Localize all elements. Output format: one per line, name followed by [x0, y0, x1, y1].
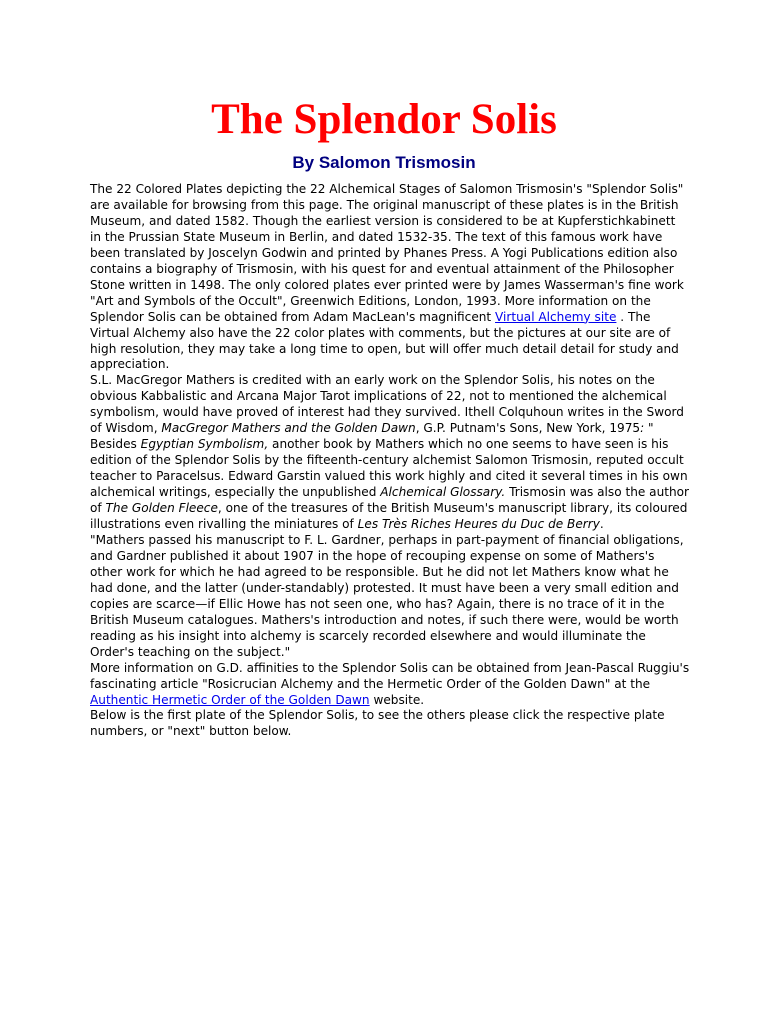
italic-colon: : — [640, 421, 645, 436]
mathers-text: S.L. MacGregor Mathers is credited with an early work on the Splendor Solis, his notes on the obvious Kabbalistic and Arcana Major Tarot implications of 22, not to mentioned the alchemical symbolism, would have proved of interest had they survived. Ithell Colquhoun writes in the Sword of Wisdom, — [90, 373, 684, 436]
paragraph-quote: "Mathers passed his manuscript to F. L. Gardner, perhaps in part-payment of financial obligations, and Gardner published it about 1907 in the hope of recouping expense on some of Mathers's other work for which he had agreed to be responsible. But he did not let Mathers know what he had done, and the latter (under-standably) protested. It must have been a very small edition and copies are scarce—if Ellic Howe has not seen one, who has? Again, there is no trace of it in the British Museum catalogues. Mathers's introduction and notes, if such there were, would be worth reading as his insight into alchemy is scarcely recorded elsewhere and would illuminate the Order's teaching on the subject." — [90, 532, 684, 659]
mathers-text: , one of the treasures of the British Museum's manuscript library, its coloured illustrations even rivalling the miniatures of — [90, 501, 688, 532]
intro-text-start: The 22 Colored Plates depicting the 22 Alchemical Stages of Salomon Trismosin's "Splendor Solis" are available for browsing from this page. The original manuscript of these plates is in the British Museum, and dated 1582. Though the earliest version is considered to be at Kupferstichkabinett in the Prussian State Museum in Berlin, and dated 1532-35. The text of this famous work have been translated by Joscelyn Godwin and printed by Phanes Press. A Yogi Publications edition also contains a biography of Trismosin, with his quest for and eventual attainment of the Philosopher Stone written in 1498. The only colored plates ever printed were by James Wasserman's fine work "Art and Symbols of the Occult", Greenwich Editions, London, 1993. More information on the Splendor Solis can be obtained from Adam MacLean's magnificent — [90, 182, 684, 324]
golden-dawn-text-end: website. — [369, 692, 425, 707]
book-title-macgregor: MacGregor Mathers and the Golden Dawn — [161, 421, 416, 436]
golden-dawn-link[interactable]: Authentic Hermetic Order of the Golden Dawn — [90, 692, 370, 707]
golden-dawn-text-start: More information on G.D. affinities to the Splendor Solis can be obtained from Jean-Pascal Ruggiu's fascinating article "Rosicrucian Alchemy and the Hermetic Order of the Golden Dawn" at the — [90, 660, 690, 691]
mathers-text: . — [599, 517, 604, 532]
mathers-text: Trismosin was also the author of — [90, 485, 690, 516]
mathers-text: " Besides — [90, 421, 654, 452]
article-body — [90, 182, 690, 740]
paragraph-first-plate: Below is the first plate of the Splendor Solis, to see the others please click the respective plate numbers, or "next" button below. — [90, 708, 665, 739]
book-title-tres-riches: Les Très Riches Heures du Duc de Berry — [357, 517, 600, 532]
intro-text-end: . The Virtual Alchemy also have the 22 color plates with comments, but the pictures at our site are of high resolution, they may take a long time to open, but will offer much detail detail for study and appreciation. — [90, 309, 679, 372]
author-byline: By Salomon Trismosin — [292, 153, 476, 172]
paragraph-golden-dawn — [90, 661, 690, 709]
paragraph-intro — [90, 182, 690, 373]
mathers-text: another book by Mathers which no one seems to have seen is his edition of the Splendor Solis by the fifteenth-century alchemist Salomon Trismosin, reputed occult teacher to Paracelsus. Edward Garstin valued this work highly and cited it several times in his own alchemical writings, especially the unpublished — [90, 437, 688, 500]
virtual-alchemy-link[interactable]: Virtual Alchemy site — [495, 309, 617, 324]
book-title-golden-fleece: The Golden Fleece — [105, 501, 218, 516]
book-title-egyptian: Egyptian Symbolism, — [140, 437, 269, 452]
page-title: The Splendor Solis — [211, 96, 557, 143]
paragraph-mathers — [90, 373, 690, 533]
mathers-text: , G.P. Putnam's Sons, New York, 1975 — [415, 421, 641, 436]
book-title-glossary: Alchemical Glossary. — [380, 485, 506, 500]
